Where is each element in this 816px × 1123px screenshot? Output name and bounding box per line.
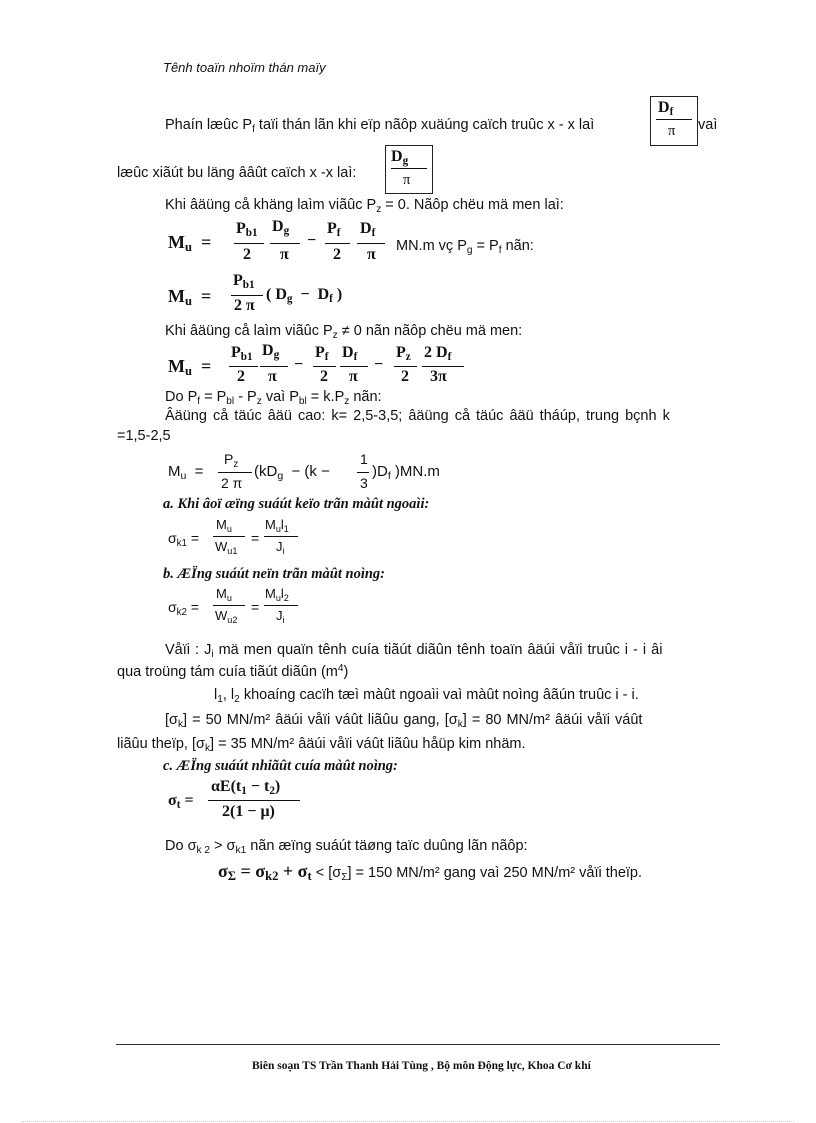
paragraph-engine-speed-2: =1,5-2,5 — [117, 428, 171, 444]
paragraph-do-sigma: Do $\sigma_{k 2} > \sigma_{k1}$ nãn æïng suáút täøng taïc duûng lãn nãôp: — [165, 838, 528, 856]
paragraph-engine-off: Khi âäüng cå khäng laìm viãûc $P_z = 0$. Nãôp chëu mä men laì: — [165, 197, 564, 215]
paragraph-sigma-limits-2: liãûu theïp, $[\sigma_k] = 35$ MN/m² âäúi våïi váût liãûu håüp kim nhäm. — [117, 736, 526, 754]
footer-author: Biên soạn TS Trần Thanh Hải Tùng , Bộ môn Động lực, Khoa Cơ khí — [252, 1060, 591, 1072]
section-b-heading: b. ÆÏng suáút neïn trãn màût noìng: — [163, 566, 386, 582]
paragraph-force-line2: læûc xiãút bu läng ââût caïch x -x laì: — [117, 165, 357, 181]
text-vai: vaì — [698, 117, 718, 133]
section-c-heading: c. ÆÏng suáút nhiãût cuía màût noìng: — [163, 758, 398, 774]
footer-rule — [116, 1044, 720, 1045]
formula-sigma-total: $\sigma_\Sigma = \sigma_{k2} + \sigma_t < [\sigma_\Sigma] = 150$ MN/m² gang vaì 250 MN/m² våïi theïp. — [218, 861, 643, 883]
fraction-box-dg: $D_g$ π — [385, 145, 433, 194]
section-a-heading: a. Khi âoï æïng suáút keïo trãn màût ngoaìi: — [163, 496, 430, 512]
paragraph-voi-line1: Våïi : $J_i$ mä men quaïn tênh cuía tiãút diãûn tênh toaïn âäúi våïi truûc i - i âi — [165, 642, 663, 660]
paragraph-sigma-limits-1: $[\sigma_k] = 50$ MN/m² âäúi våïi váût liãûu gang, $[\sigma_k] = 80$ MN/m² âäúi våïi váût — [165, 712, 643, 730]
paragraph-voi-line2: qua troüng tám cuía tiãút diãûn $(m^4)$ — [117, 663, 349, 680]
paragraph-l1-l2: $l_1$, $l_2$ khoaíng cacïh tæì màût ngoaìi vaì màût noìng âãún truûc i - i. — [214, 687, 639, 705]
page-bottom-dotted-rule — [22, 1121, 794, 1122]
paragraph-force-line1: Phaín læûc $P_f$ taïi thán lãn khi eïp nãôp xuäúng caïch truûc x - x laì — [165, 117, 595, 135]
page-header: Tênh toaïn nhoïm thán maïy — [163, 60, 326, 75]
fraction-box-df: $D_f$ π — [650, 96, 698, 146]
paragraph-engine-speed-1: Âäüng cå täúc âäü cao: k= 2,5-3,5; âäüng cå täúc âäü tháúp, trung bçnh k — [165, 408, 670, 424]
paragraph-engine-on: Khi âäüng cå laìm viãûc $P_z \ne 0$ nãn nãôp chëu mä men: — [165, 323, 523, 341]
paragraph-do-pf: Do $P_f = P_{bl} - P_z$ vaì $P_{bl} = k.P_z$ nãn: — [165, 389, 382, 407]
